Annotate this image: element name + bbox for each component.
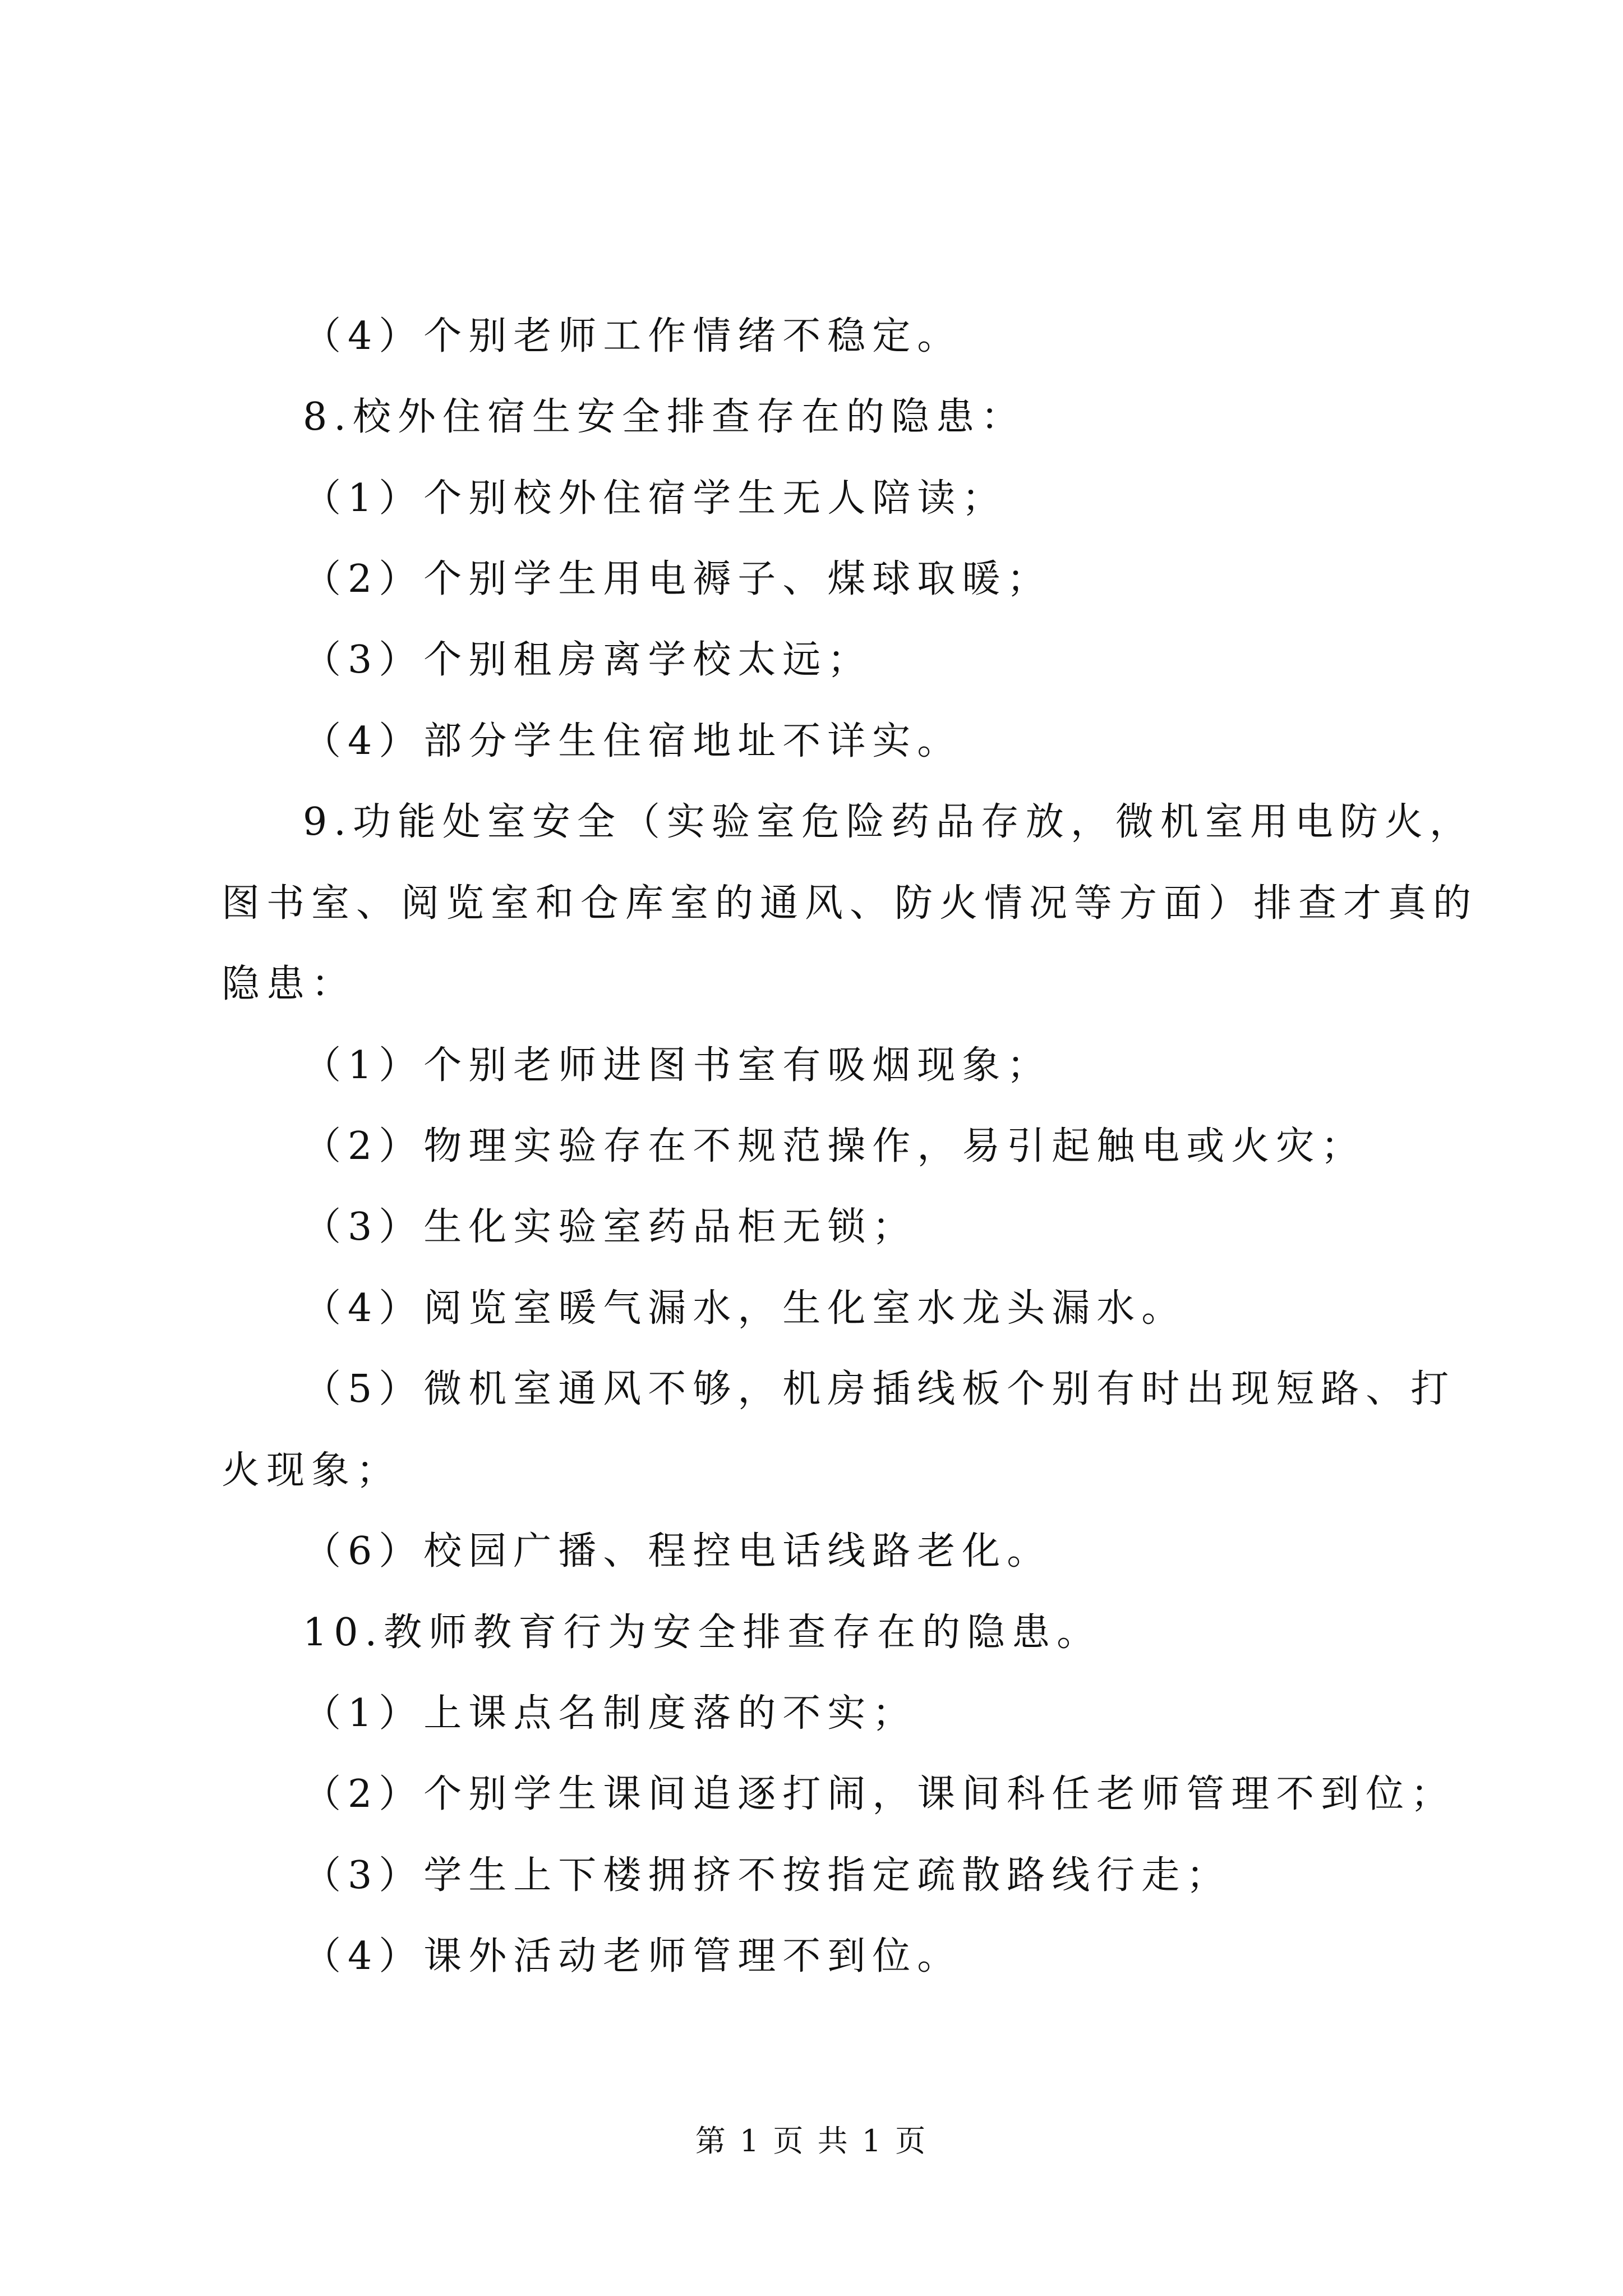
list-item: （3）生化实验室药品柜无锁； [303, 1205, 917, 1249]
list-item: （2）个别学生课间追逐打闹，课间科任老师管理不到位； [303, 1772, 1456, 1816]
section-heading: 9.功能处室安全（实验室危险药品存放，微机室用电防火， [303, 800, 1474, 844]
section-heading: 8.校外住宿生安全排查存在的隐患： [303, 395, 1026, 439]
list-item: （3）学生上下楼拥挤不按指定疏散路线行走； [303, 1853, 1232, 1898]
list-item: （4）个别老师工作情绪不稳定。 [303, 314, 962, 358]
list-item: （1）个别老师进图书室有吸烟现象； [303, 1043, 1052, 1088]
list-item: （5）微机室通风不够，机房插线板个别有时出现短路、打 [303, 1367, 1456, 1411]
list-item: （2）物理实验存在不规范操作，易引起触电或火灾； [303, 1124, 1366, 1168]
list-item: （3）个别租房离学校太远； [303, 638, 873, 682]
list-item: （4）阅览室暖气漏水，生化室水龙头漏水。 [303, 1286, 1187, 1331]
page-footer: 第 1 页 共 1 页 [695, 2123, 928, 2159]
list-item: （4）课外活动老师管理不到位。 [303, 1934, 962, 1978]
list-item: （6）校园广播、程控电话线路老化。 [303, 1529, 1052, 1573]
paragraph-line: 火现象； [222, 1448, 402, 1493]
list-item: （1）个别校外住宿学生无人陪读； [303, 476, 1007, 521]
list-item: （1）上课点名制度落的不实； [303, 1691, 917, 1736]
paragraph-line: 隐患： [222, 962, 357, 1006]
list-item: （4）部分学生住宿地址不详实。 [303, 719, 962, 763]
section-heading: 10.教师教育行为安全排查存在的隐患。 [303, 1611, 1102, 1655]
paragraph-line: 图书室、阅览室和仓库室的通风、防火情况等方面）排查才真的 [222, 881, 1478, 926]
list-item: （2）个别学生用电褥子、煤球取暖； [303, 557, 1052, 601]
